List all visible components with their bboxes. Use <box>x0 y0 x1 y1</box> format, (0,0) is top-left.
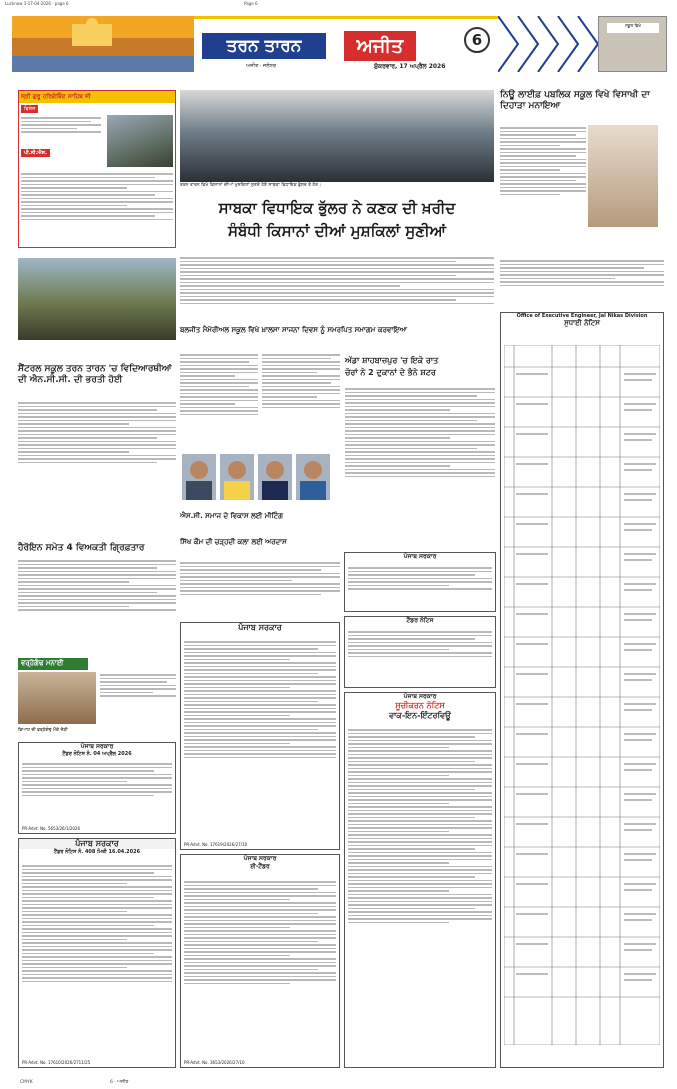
school-body <box>500 125 586 255</box>
anniversary-tag: ਵਰ੍ਹੇਗੰਢ ਮਨਾਈ <box>18 658 88 670</box>
ad-walkin-title: ਵਾਕ-ਇਨ-ਇੰਟਰਵਿਊ <box>389 710 451 720</box>
ad-ewd-gov: ਪੰਜਾਬ ਸਰਕਾਰ <box>243 855 277 862</box>
school-headline: ਨਿਊ ਲਾਈਫ਼ ਪਬਲਿਕ ਸਕੂਲ ਵਿਖੇ ਵਿਸਾਖੀ ਦਾ ਦਿਹਾੜਾ ਮਨਾਇਆ <box>500 90 650 112</box>
masthead-photo-left <box>12 16 194 72</box>
meeting-headline-2: ਸਿੱਖ ਕੌਮ ਦੀ ਚੜ੍ਹਦੀ ਕਲਾ ਲਈ ਅਰਦਾਸ <box>180 538 287 546</box>
ad-bottom-left-no: ਟੈਂਡਰ ਨੋਟਿਸ ਨੰ. 408 ਮਿਤੀ 16.04.2026 <box>53 849 141 855</box>
ad-right-title: ਸੁਧਾਈ ਨੋਟਿਸ <box>564 319 600 328</box>
slug-left: Lucknow 1-17-04-2026 · page 6 <box>5 1 69 6</box>
left-box-tag: ਵਿਸ਼ੇਸ਼ <box>21 105 38 113</box>
ad-bottom-left-pr: PR-Advt. No. 17610/2026/2711/25 <box>22 1060 91 1065</box>
lead-headline-1: ਸਾਬਕਾ ਵਿਧਾਇਕ ਭੁੱਲਰ ਨੇ ਕਣਕ ਦੀ ਖ਼ਰੀਦ <box>218 199 456 217</box>
golden-temple-photo <box>12 16 194 72</box>
anniversary-photo <box>18 672 96 724</box>
school-photo <box>598 16 667 72</box>
ad-ewd-pr: PR-Advt. No. 3653/2026/27/10 <box>184 1060 245 1065</box>
left-box-photo <box>107 115 173 167</box>
portrait-row <box>180 452 340 504</box>
ad-ewd <box>180 854 340 1068</box>
school-sign: ਸਕੂਲ ਵਿਖੇ <box>607 23 659 33</box>
ad-right-table <box>500 312 664 1068</box>
ad-walkin-gov: ਪੰਜਾਬ ਸਰਕਾਰ <box>403 693 437 700</box>
left-box-badge: ਪੀ.ਸੀ.ਐਸ. <box>21 149 50 157</box>
ad-ewd-title: ਈ-ਟੈਂਡਰ <box>250 862 270 870</box>
page-number: 6 <box>464 27 490 53</box>
ncc-headline: ਸੈਂਟਰਲ ਸਕੂਲ ਤਰਨ ਤਾਰਨ 'ਚ ਵਿਦਿਆਰਥੀਆਂ ਦੀ ਐਨ.ਸੀ.ਸੀ. ਦੀ ਭਰਤੀ ਹੋਈ <box>18 364 172 386</box>
lead-body <box>180 255 494 321</box>
heroin-headline: ਹੈਰੋਇਨ ਸਮੇਤ 4 ਵਿਅਕਤੀ ਗ੍ਰਿਫ਼ਤਾਰ <box>18 543 145 553</box>
lead-headline-2: ਸੰਬੰਧੀ ਕਿਸਾਨਾਂ ਦੀਆਂ ਮੁਸ਼ਕਿਲਾਂ ਸੁਣੀਆਂ <box>228 222 446 240</box>
ad-tender-left-no: ਟੈਂਡਰ ਨੋਟਿਸ ਨੰ. 04 ਅਪ੍ਰੈਲ 2026 <box>62 750 132 757</box>
anniversary-caption: ਵਿਆਹ ਦੀ ਵਰ੍ਹੇਗੰਢ ਮੌਕੇ ਜੋੜੀ <box>18 728 68 733</box>
ncc-photo <box>18 258 176 340</box>
ad-tender-mid <box>344 552 496 612</box>
print-slug <box>0 0 677 8</box>
ad-tender-mid-2 <box>344 616 496 688</box>
ad-right-grid <box>504 345 660 1045</box>
footer-right: 6 · ਅਜੀਤ <box>110 1080 129 1085</box>
ad-tender-left <box>18 742 176 834</box>
masthead <box>12 16 667 76</box>
masthead-pattern <box>498 16 598 72</box>
ad-center-pr: PR-Advt. No. 17619/2026/27/10 <box>184 842 248 847</box>
edition-date: ਸ਼ੁੱਕਰਵਾਰ, 17 ਅਪ੍ਰੈਲ 2026 <box>374 63 446 70</box>
khalsa-headline: ਬਲਜੀਤ ਮੈਮੋਰੀਅਲ ਸਕੂਲ ਵਿਖੇ ਖ਼ਾਲਸਾ ਸਾਜਨਾ ਦਿਵਸ ਨੂੰ ਸਮਰਪਿਤ ਸਮਾਗਮ ਕਰਵਾਇਆ <box>180 326 408 334</box>
ad-tender-left-pr: PR-Advt. No. 5653/26/1/2026 <box>22 826 81 831</box>
paper-name: ਅਜੀਤ <box>344 31 416 61</box>
ad-bottom-left-gov: ਪੰਜਾਬ ਸਰਕਾਰ <box>19 839 175 849</box>
ad-bottom-left <box>18 838 176 1068</box>
lead-photo <box>180 90 494 182</box>
ad-center-gov: ਪੰਜਾਬ ਸਰਕਾਰ <box>238 623 282 632</box>
left-box-title: ਸ੍ਰੀ ਗੁਰੂ ਹਰਿਗੋਬਿੰਦ ਸਾਹਿਬ ਜੀ <box>19 91 175 103</box>
theft-headline-1: ਅੱਡਾ ਸ਼ਾਹਬਾਜ਼ਪੁਰ 'ਚ ਇਕੋ ਰਾਤ <box>345 356 439 365</box>
left-feature-box <box>18 90 176 248</box>
city-name: ਤਰਨ ਤਾਰਨ <box>202 33 326 59</box>
ad-tender-mid-gov: ਪੰਜਾਬ ਸਰਕਾਰ <box>403 553 437 560</box>
masthead-title <box>194 16 498 72</box>
ad-right-office: Office of Executive Engineer, Jal Nikas Division <box>516 313 648 319</box>
ad-walkin <box>344 692 496 1068</box>
lead-caption: ਤਰਨ ਤਾਰਨ ਵਿਖੇ ਕਿਸਾਨਾਂ ਦੀਆਂ ਮੁਸ਼ਕਿਲਾਂ ਸੁਣਦੇ ਹੋਏ ਸਾਬਕਾ ਵਿਧਾਇਕ ਭੁੱਲਰ ਤੇ ਹੋਰ। <box>180 183 321 188</box>
ad-tender-left-gov: ਪੰਜਾਬ ਸਰਕਾਰ <box>80 743 114 750</box>
paper-sub: ਅਜੀਤ · ਜਲੰਧਰ <box>246 63 276 69</box>
slug-right: Page 6 <box>244 1 258 6</box>
theft-headline-2: ਚੋਰਾਂ ਨੇ 2 ਦੁਕਾਨਾਂ ਦੇ ਭੰਨੇ ਸ਼ਟਰ <box>345 368 436 377</box>
ad-walkin-sub: ਸੂਚੀਕਰਨ ਨੋਟਿਸ <box>395 700 445 710</box>
ad-center <box>180 622 340 850</box>
footer-left: CMYK <box>20 1080 33 1085</box>
ad-tender-mid-2-title: ਟੈਂਡਰ ਨੋਟਿਸ <box>406 617 434 624</box>
footer <box>0 1078 677 1089</box>
meeting-headline-1: ਐਸ.ਸੀ. ਸਮਾਜ ਦੇ ਵਿਕਾਸ ਲਈ ਮੀਟਿੰਗ <box>180 512 284 520</box>
school-photo-2 <box>588 125 658 227</box>
